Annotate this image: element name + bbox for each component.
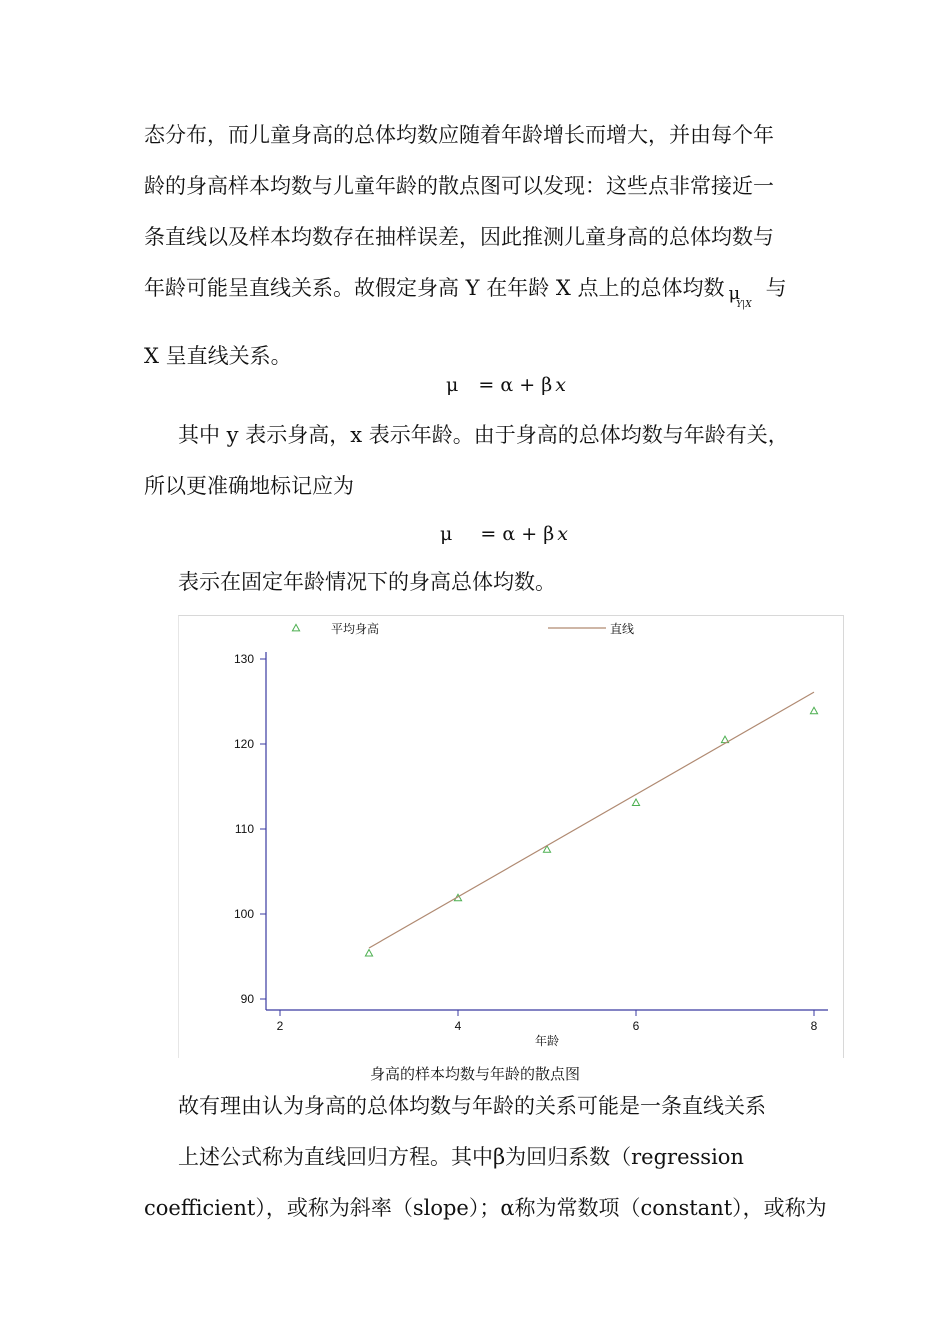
formula-mu: μ <box>446 374 459 396</box>
text-line: 条直线以及样本均数存在抽样误差，因此推测儿童身高的总体均数与 <box>144 225 774 249</box>
data-point <box>365 950 372 956</box>
formula-1 <box>446 374 566 396</box>
x-tick-label: 4 <box>454 1019 462 1033</box>
x-tick-label: 6 <box>632 1019 640 1033</box>
legend-label-line: 直线 <box>610 622 635 636</box>
mu-subscript: Y|X <box>736 300 752 310</box>
data-point <box>810 707 817 713</box>
regression-line <box>369 692 814 948</box>
paragraph-2 <box>144 410 810 512</box>
paragraph-1 <box>144 110 810 382</box>
y-tick-label: 100 <box>233 907 254 921</box>
chart-svg <box>179 616 843 1058</box>
text-line <box>144 263 810 331</box>
text-line: 龄的身高样本均数与儿童年龄的散点图可以发现：这些点非常接近一 <box>144 174 774 198</box>
legend-label-scatter: 平均身高 <box>331 622 380 636</box>
text-line: 态分布，而儿童身高的总体均数应随着年龄增长而增大，并由每个年 <box>144 123 774 147</box>
text-line: 表示在固定年龄情况下的身高总体均数。 <box>178 570 556 594</box>
y-tick-label: 110 <box>234 822 254 836</box>
legend-marker-triangle <box>292 624 299 630</box>
text-line: 其中 y 表示身高，x 表示年龄。由于身高的总体均数与年龄有关， <box>178 423 789 447</box>
text-line: X 呈直线关系。 <box>144 344 292 368</box>
y-tick-label: 120 <box>233 737 254 751</box>
mu-symbol: μ <box>728 283 741 304</box>
paragraph-4 <box>144 1081 827 1234</box>
text-line: 故有理由认为身高的总体均数与年龄的关系可能是一条直线关系 <box>178 1094 766 1118</box>
text-line-main: 年龄可能呈直线关系。故假定身高 Y 在年龄 X 点上的总体均数 <box>144 276 725 300</box>
y-tick-label: 90 <box>240 992 254 1006</box>
text-line: 上述公式称为直线回归方程。其中β为回归系数（regression <box>178 1145 744 1169</box>
x-tick-label: 8 <box>810 1019 818 1033</box>
text-line: 所以更准确地标记应为 <box>144 474 354 498</box>
x-axis-label: 年龄 <box>534 1034 560 1048</box>
formula-mu: μ <box>440 523 453 545</box>
formula-var: x <box>557 523 568 545</box>
formula-rhs: = α + β <box>478 374 553 396</box>
figure-caption: 身高的样本均数与年龄的散点图 <box>369 1065 580 1083</box>
text-line-tail: 与 <box>765 276 787 300</box>
formula-var: x <box>555 374 566 396</box>
x-tick-label: 2 <box>276 1019 284 1033</box>
formula-rhs: = α + β <box>480 523 555 545</box>
data-point <box>632 799 639 805</box>
formula-2 <box>440 523 568 545</box>
paragraph-3 <box>144 557 810 608</box>
scatter-chart <box>178 615 844 1058</box>
text-line: coefficient），或称为斜率（slope）；α称为常数项（constant），或称为 <box>144 1196 827 1220</box>
y-tick-label: 130 <box>233 652 254 666</box>
